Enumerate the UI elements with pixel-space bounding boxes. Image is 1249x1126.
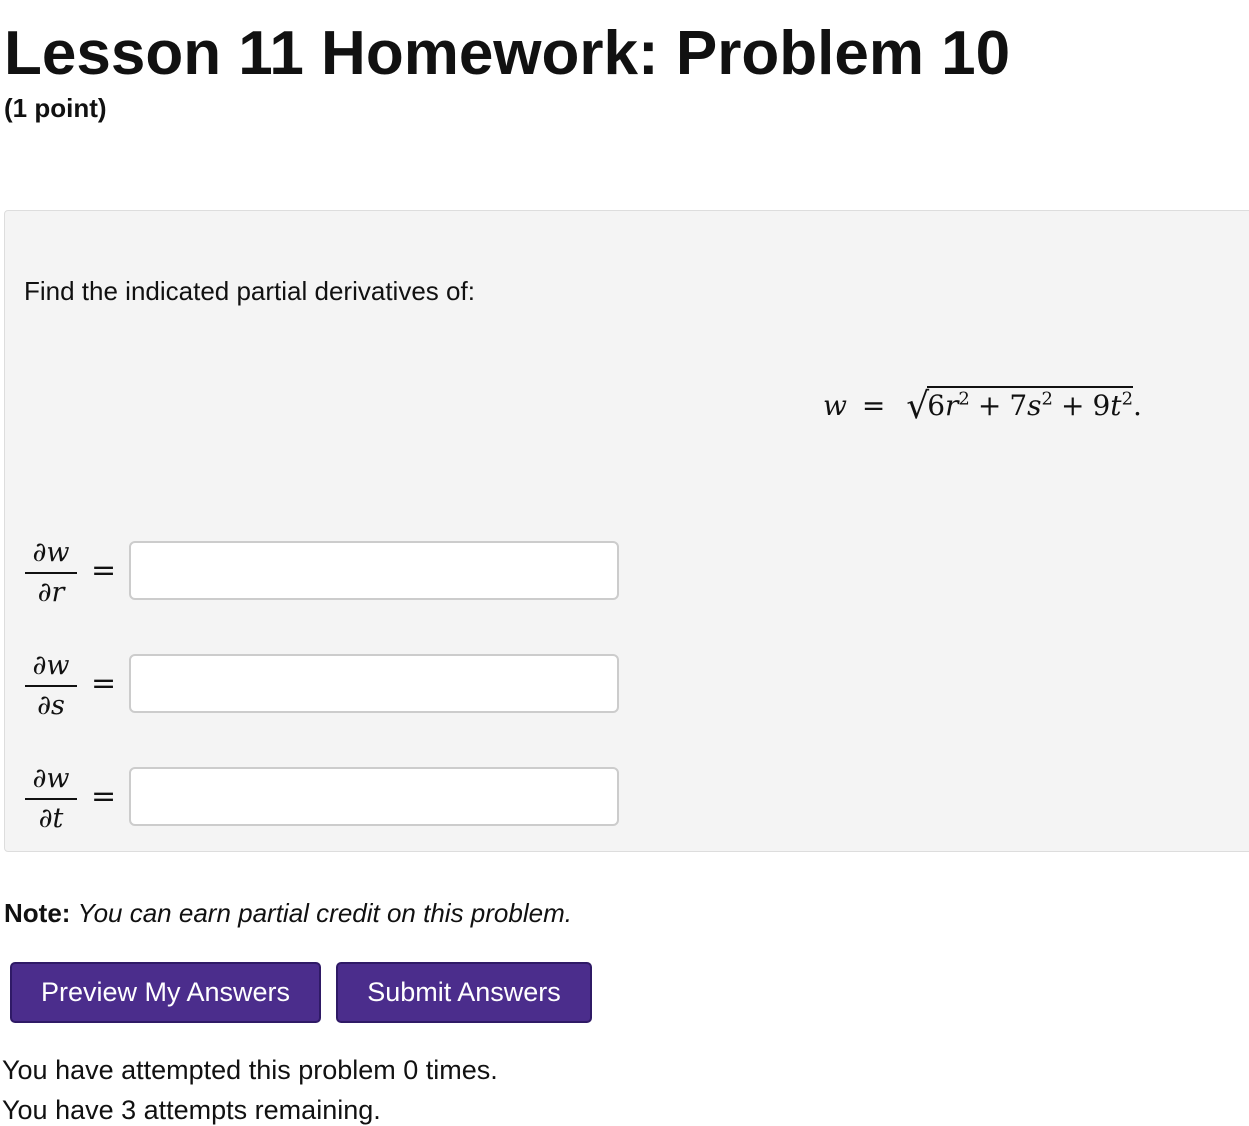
fraction-numerator: ∂w bbox=[32, 537, 70, 568]
term-var: t bbox=[1110, 389, 1122, 422]
answer-input-dw-ds[interactable] bbox=[129, 654, 619, 713]
partial-derivative-label bbox=[25, 536, 77, 610]
attempts-remaining-text: You have 3 attempts remaining. bbox=[2, 1095, 381, 1125]
answer-input-dw-dt[interactable] bbox=[129, 767, 619, 826]
partial-derivative-label bbox=[25, 762, 77, 836]
term-op: + bbox=[1061, 389, 1085, 422]
fraction-denominator: ∂r bbox=[37, 577, 65, 608]
term-coef: 6 bbox=[927, 389, 946, 422]
page-title: Lesson 11 Homework: Problem 10 bbox=[4, 19, 1011, 88]
partial-credit-note bbox=[4, 898, 572, 929]
answer-row-dt bbox=[25, 762, 645, 852]
term-coef: 9 bbox=[1092, 389, 1111, 422]
term-exp: 2 bbox=[1041, 388, 1053, 410]
fraction-bar bbox=[25, 685, 77, 687]
answer-input-dw-dr[interactable] bbox=[129, 541, 619, 600]
term-var: r bbox=[945, 389, 959, 422]
term-var: s bbox=[1027, 389, 1042, 422]
equals-sign: = bbox=[91, 666, 117, 701]
function-equation bbox=[823, 383, 1142, 427]
problem-prompt: Find the indicated partial derivatives of: bbox=[24, 276, 475, 306]
answer-row-dr bbox=[25, 536, 645, 626]
submit-answers-button[interactable]: Submit Answers bbox=[336, 962, 592, 1023]
fraction-denominator: ∂s bbox=[37, 690, 65, 721]
attempts-made-text: You have attempted this problem 0 times. bbox=[2, 1055, 498, 1085]
answer-row-ds bbox=[25, 649, 645, 739]
equals-sign: = bbox=[91, 779, 117, 814]
fraction-numerator: ∂w bbox=[32, 763, 70, 794]
preview-answers-button[interactable]: Preview My Answers bbox=[10, 962, 321, 1023]
note-label: Note: bbox=[4, 898, 71, 928]
note-text: You can earn partial credit on this problem. bbox=[77, 898, 572, 928]
fraction-denominator: ∂t bbox=[38, 803, 64, 834]
radicand bbox=[927, 386, 1133, 422]
fraction-numerator: ∂w bbox=[32, 650, 70, 681]
term-exp: 2 bbox=[1121, 388, 1134, 410]
sqrt-symbol: √ bbox=[906, 386, 930, 427]
term-coef: 7 bbox=[1009, 389, 1028, 422]
problem-panel bbox=[4, 210, 1249, 852]
points-label: (1 point) bbox=[4, 93, 107, 123]
fraction-bar bbox=[25, 798, 77, 800]
partial-derivative-label bbox=[25, 649, 77, 723]
equation-lhs: w bbox=[823, 389, 847, 422]
equation-equals: = bbox=[861, 389, 886, 422]
term-op: + bbox=[977, 389, 1002, 422]
equation-end: . bbox=[1133, 389, 1142, 422]
equals-sign: = bbox=[91, 553, 117, 588]
fraction-bar bbox=[25, 572, 77, 574]
term-exp: 2 bbox=[958, 388, 970, 410]
